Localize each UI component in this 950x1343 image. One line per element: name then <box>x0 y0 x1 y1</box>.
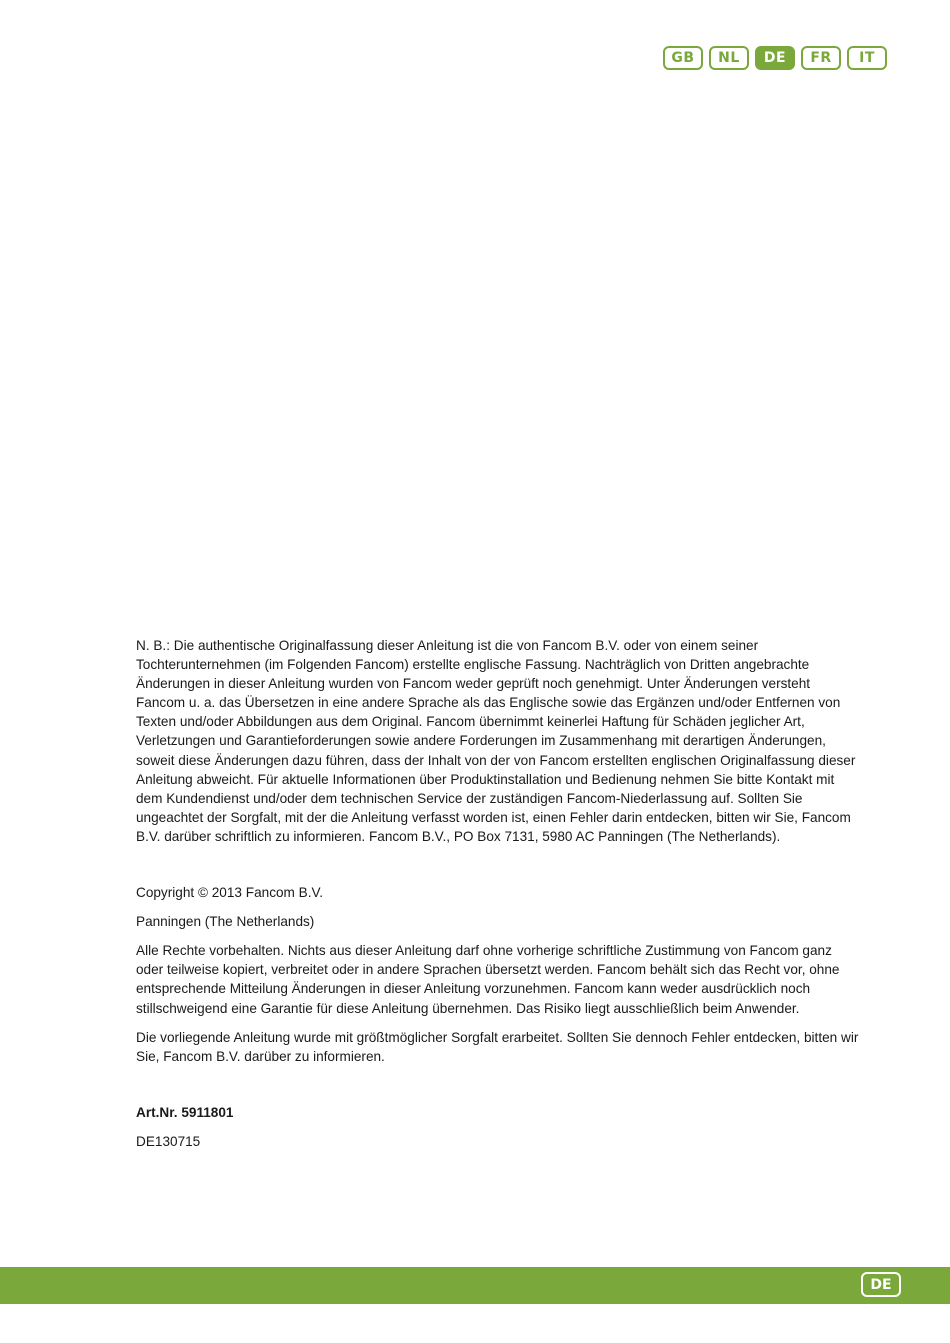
language-tab-nl[interactable]: NL <box>709 46 749 70</box>
location-line: Panningen (The Netherlands) <box>136 914 315 930</box>
document-code: DE130715 <box>136 1133 201 1149</box>
language-tab-fr[interactable]: FR <box>801 46 841 70</box>
language-selector <box>663 46 887 70</box>
rights-paragraph: Alle Rechte vorbehalten. Nichts aus dieser Anleitung darf ohne vorherige schriftliche Zustimmung von Fancom ganz oder teilweise kopiert, verbreitet oder in andere Sprachen übersetzt werden. Fancom behält sich das Recht vor, ohne entsprechende Mitteilung Änderungen in dieser Anleitung vorzunehmen. Fancom kann weder ausdrücklich noch stillschweigend eine Garantie für diese Anleitung übernehmen. Das Risiko liegt ausschließlich beim Anwender. <box>136 943 840 1016</box>
copyright-line: Copyright © 2013 Fancom B.V. <box>136 885 324 901</box>
legal-text-block <box>136 636 862 1151</box>
language-tab-it[interactable]: IT <box>847 46 887 70</box>
language-tab-de[interactable]: DE <box>755 46 795 70</box>
language-tab-gb[interactable]: GB <box>663 46 703 70</box>
notice-paragraph: N. B.: Die authentische Originalfassung dieser Anleitung ist die von Fancom B.V. oder von einem seiner Tochterunternehmen (im Folgenden Fancom) erstellte englische Fassung. Nachträglich von Dritten angebrachte Änderungen in dieser Anleitung wurden von Fancom weder geprüft noch genehmigt. Unter Änderungen versteht Fancom u. a. das Übersetzen in eine andere Sprache als das Englische sowie das Ergänzen und/oder Entfernen von Texten und/oder Abbildungen aus dem Original. Fancom übernimmt keinerlei Haftung für Schäden jeglicher Art, Verletzungen und Garantieforderungen sowie andere Forderungen im Zusammenhang mit derartigen Änderungen, soweit diese Änderungen dazu führen, dass der Inhalt von der von Fancom erstellten englischen Originalfassung dieser Anleitung abweicht. Für aktuelle Informationen über Produktinstallation und Bedienung nehmen Sie bitte Kontakt mit dem Kundendienst und/oder dem technischen Service der zuständigen Fancom-Niederlassung auf. Sollten Sie ungeachtet der Sorgfalt, mit der die Anleitung verfasst worden ist, einen Fehler darin entdecken, bitten wir Sie, Fancom B.V. darüber schriftlich zu informieren. Fancom B.V., PO Box 7131, 5980 AC Panningen (The Netherlands). <box>136 638 856 844</box>
article-number: Art.Nr. 5911801 <box>136 1104 234 1120</box>
care-paragraph: Die vorliegende Anleitung wurde mit größtmöglicher Sorgfalt erarbeitet. Sollten Sie dennoch Fehler entdecken, bitten wir Sie, Fancom B.V. darüber zu informieren. <box>136 1029 859 1064</box>
footer-bar <box>0 1267 950 1304</box>
footer-language-badge: DE <box>861 1272 901 1297</box>
